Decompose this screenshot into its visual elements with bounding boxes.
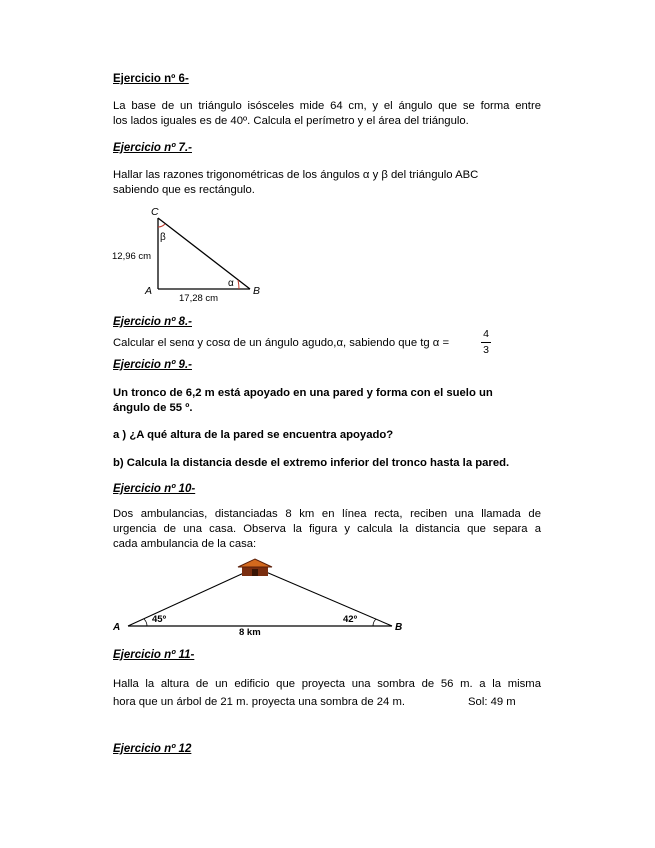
line-b-to-house	[266, 572, 392, 626]
exercise-9-part-b: b) Calcula la distancia desde el extremo inferior del tronco hasta la pared.	[113, 457, 510, 469]
exercise-10-line-1: Dos ambulancias, distanciadas 8 km en línea recta, reciben una llamada de	[113, 508, 541, 520]
angle-alpha-label: α	[228, 278, 234, 289]
angle-45-arc	[144, 619, 147, 626]
exercise-11-solution: Sol: 49 m	[468, 696, 516, 708]
tg-fraction-numerator: 4	[483, 328, 489, 340]
exercise-9-part-a: a ) ¿A qué altura de la pared se encuentra apoyado?	[113, 429, 394, 441]
exercise-12-heading: Ejercicio nº 12	[113, 743, 192, 755]
exercise-9-heading: Ejercicio nº 9.-	[113, 359, 192, 371]
exercise-10-line-2: urgencia de una casa. Observa la figura y calcula la distancia que separa a	[113, 523, 541, 535]
triangle-hypotenuse-cb	[158, 218, 250, 289]
right-triangle-figure	[108, 203, 278, 305]
exercise-8-text: Calcular el senα y cosα de un ángulo agudo,α, sabiendo que tg α =	[113, 337, 450, 349]
point-b-label: B	[395, 622, 403, 633]
exercise-8-heading: Ejercicio nº 8.-	[113, 316, 192, 328]
vertex-b-label: B	[253, 285, 261, 297]
house-icon	[238, 559, 272, 576]
exercise-9-line-2: ángulo de 55 º.	[113, 402, 193, 414]
exercise-10-heading: Ejercicio nº 10-	[113, 483, 196, 495]
point-a-label: A	[113, 622, 121, 633]
tg-fraction-bar	[481, 342, 491, 343]
angle-42-arc	[373, 619, 376, 626]
base-8km-label: 8 km	[239, 627, 261, 638]
exercise-6-line-1: La base de un triángulo isósceles mide 64 cm, y el ángulo que se forma entre	[113, 100, 541, 112]
tg-fraction-denominator: 3	[483, 344, 489, 356]
angle-42-label: 42º	[343, 614, 358, 625]
angle-beta-label: β	[160, 232, 166, 243]
side-vertical-label: 12,96 cm	[112, 251, 152, 262]
angle-alpha-arc	[238, 280, 239, 289]
exercise-11-line-1: Halla la altura de un edificio que proyecta una sombra de 56 m. a la misma	[113, 678, 541, 690]
vertex-c-label: C	[151, 206, 159, 218]
exercise-6-heading: Ejercicio nº 6-	[113, 73, 189, 85]
exercise-10-line-3: cada ambulancia de la casa:	[113, 538, 257, 550]
exercise-7-line-1: Hallar las razones trigonométricas de los ángulos α y β del triángulo ABC	[113, 169, 479, 181]
line-a-to-house	[128, 572, 246, 626]
exercise-7-heading: Ejercicio nº 7.-	[113, 142, 192, 154]
exercise-7-line-2: sabiendo que es rectángulo.	[113, 184, 255, 196]
exercise-6-line-2: los lados iguales es de 40º. Calcula el perímetro y el área del triángulo.	[113, 115, 469, 127]
ambulance-triangle-figure	[108, 558, 408, 638]
vertex-a-label: A	[145, 285, 153, 297]
exercise-11-line-2: hora que un árbol de 21 m. proyecta una sombra de 24 m.	[113, 696, 406, 708]
side-horizontal-label: 17,28 cm	[179, 293, 219, 304]
angle-beta-arc	[158, 224, 165, 227]
angle-45-label: 45º	[152, 614, 167, 625]
exercise-11-heading: Ejercicio nº 11-	[113, 649, 195, 661]
exercise-9-line-1: Un tronco de 6,2 m está apoyado en una pared y forma con el suelo un	[113, 387, 493, 399]
